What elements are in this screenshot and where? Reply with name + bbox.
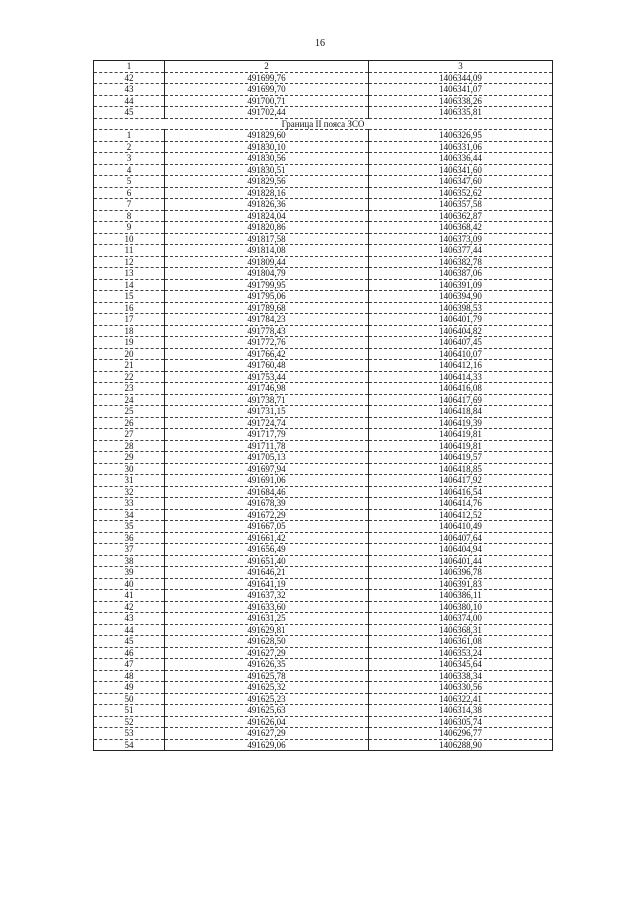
- table-row: [94, 314, 553, 326]
- point-number: 44: [94, 95, 165, 107]
- table-row: [94, 647, 553, 659]
- table-row: [94, 624, 553, 636]
- coordinate-y: 1406401,44: [369, 555, 553, 567]
- coordinate-y: 1406353,24: [369, 647, 553, 659]
- point-number: 22: [94, 371, 165, 383]
- coordinate-y: 1406387,06: [369, 268, 553, 280]
- table-row: [94, 210, 553, 222]
- table-row: [94, 555, 553, 567]
- coordinate-x: 491705,13: [165, 452, 369, 464]
- table-row: [94, 590, 553, 602]
- point-number: 16: [94, 302, 165, 314]
- coordinate-y: 1406419,57: [369, 452, 553, 464]
- point-number: 15: [94, 291, 165, 303]
- point-number: 45: [94, 107, 165, 119]
- coordinate-x: 491824,04: [165, 210, 369, 222]
- coordinate-y: 1406407,64: [369, 532, 553, 544]
- coordinate-y: 1406386,11: [369, 590, 553, 602]
- point-number: 24: [94, 394, 165, 406]
- coordinate-y: 1406296,77: [369, 728, 553, 740]
- point-number: 40: [94, 578, 165, 590]
- coordinate-x: 491641,19: [165, 578, 369, 590]
- coordinate-y: 1406352,62: [369, 187, 553, 199]
- coordinate-y: 1406419,81: [369, 429, 553, 441]
- table-row: [94, 601, 553, 613]
- point-number: 54: [94, 739, 165, 751]
- table-row: [94, 659, 553, 671]
- coordinate-x: 491626,04: [165, 716, 369, 728]
- coordinate-x: 491656,49: [165, 544, 369, 556]
- header-col-1: 1: [94, 61, 165, 73]
- point-number: 44: [94, 624, 165, 636]
- point-number: 38: [94, 555, 165, 567]
- coordinate-y: 1406345,64: [369, 659, 553, 671]
- coordinate-y: 1406401,79: [369, 314, 553, 326]
- table-row: [94, 509, 553, 521]
- table-row: [94, 567, 553, 579]
- coordinate-y: 1406396,78: [369, 567, 553, 579]
- point-number: 37: [94, 544, 165, 556]
- point-number: 43: [94, 84, 165, 96]
- coordinate-x: 491667,05: [165, 521, 369, 533]
- point-number: 41: [94, 590, 165, 602]
- coordinate-y: 1406416,54: [369, 486, 553, 498]
- point-number: 30: [94, 463, 165, 475]
- coordinate-x: 491651,40: [165, 555, 369, 567]
- point-number: 25: [94, 406, 165, 418]
- coordinate-y: 1406412,52: [369, 509, 553, 521]
- point-number: 42: [94, 601, 165, 613]
- coordinate-x: 491826,36: [165, 199, 369, 211]
- coordinate-x: 491789,68: [165, 302, 369, 314]
- point-number: 33: [94, 498, 165, 510]
- coordinate-x: 491828,16: [165, 187, 369, 199]
- coordinate-x: 491691,06: [165, 475, 369, 487]
- coordinate-x: 491684,46: [165, 486, 369, 498]
- coordinate-x: 491625,63: [165, 705, 369, 717]
- coordinate-x: 491625,32: [165, 682, 369, 694]
- table-row: [94, 636, 553, 648]
- point-number: 31: [94, 475, 165, 487]
- coordinate-y: 1406336,44: [369, 153, 553, 165]
- coordinate-y: 1406322,41: [369, 693, 553, 705]
- table-row: [94, 429, 553, 441]
- point-number: 39: [94, 567, 165, 579]
- coordinate-x: 491629,06: [165, 739, 369, 751]
- table-row: [94, 84, 553, 96]
- coordinate-y: 1406382,78: [369, 256, 553, 268]
- coordinate-x: 491702,44: [165, 107, 369, 119]
- table-row: [94, 440, 553, 452]
- table-row: [94, 130, 553, 142]
- coordinate-y: 1406330,56: [369, 682, 553, 694]
- coordinate-y: 1406331,06: [369, 141, 553, 153]
- coordinate-x: 491760,48: [165, 360, 369, 372]
- coordinate-x: 491820,86: [165, 222, 369, 234]
- table-row: [94, 578, 553, 590]
- table-row: [94, 521, 553, 533]
- coordinate-y: 1406418,85: [369, 463, 553, 475]
- table-row: [94, 302, 553, 314]
- point-number: 9: [94, 222, 165, 234]
- coordinate-y: 1406394,90: [369, 291, 553, 303]
- point-number: 42: [94, 72, 165, 84]
- point-number: 27: [94, 429, 165, 441]
- point-number: 48: [94, 670, 165, 682]
- table-row: [94, 348, 553, 360]
- point-number: 19: [94, 337, 165, 349]
- coordinate-y: 1406368,31: [369, 624, 553, 636]
- coordinate-x: 491830,10: [165, 141, 369, 153]
- section-row: [94, 118, 553, 130]
- coordinate-x: 491625,78: [165, 670, 369, 682]
- coordinate-x: 491699,76: [165, 72, 369, 84]
- coordinate-y: 1406374,00: [369, 613, 553, 625]
- coordinate-x: 491697,94: [165, 463, 369, 475]
- point-number: 7: [94, 199, 165, 211]
- coordinate-y: 1406338,26: [369, 95, 553, 107]
- table-row: [94, 371, 553, 383]
- point-number: 5: [94, 176, 165, 188]
- coordinate-y: 1406341,60: [369, 164, 553, 176]
- table-row: [94, 383, 553, 395]
- table-row: [94, 268, 553, 280]
- coordinate-x: 491753,44: [165, 371, 369, 383]
- coordinate-y: 1406412,16: [369, 360, 553, 372]
- table-row: [94, 233, 553, 245]
- table-row: [94, 670, 553, 682]
- point-number: 49: [94, 682, 165, 694]
- point-number: 51: [94, 705, 165, 717]
- point-number: 26: [94, 417, 165, 429]
- coordinate-x: 491633,60: [165, 601, 369, 613]
- coordinate-y: 1406407,45: [369, 337, 553, 349]
- table-row: [94, 256, 553, 268]
- point-number: 4: [94, 164, 165, 176]
- coordinate-x: 491627,29: [165, 647, 369, 659]
- table-row: [94, 452, 553, 464]
- coordinate-x: 491627,29: [165, 728, 369, 740]
- coordinate-y: 1406305,74: [369, 716, 553, 728]
- coordinate-y: 1406357,58: [369, 199, 553, 211]
- coordinate-x: 491817,58: [165, 233, 369, 245]
- coordinate-y: 1406335,81: [369, 107, 553, 119]
- coordinate-y: 1406410,07: [369, 348, 553, 360]
- coordinate-y: 1406414,33: [369, 371, 553, 383]
- point-number: 12: [94, 256, 165, 268]
- point-number: 17: [94, 314, 165, 326]
- coordinate-y: 1406380,10: [369, 601, 553, 613]
- point-number: 36: [94, 532, 165, 544]
- coordinate-y: 1406341,07: [369, 84, 553, 96]
- coordinates-table: [93, 60, 553, 751]
- point-number: 6: [94, 187, 165, 199]
- point-number: 34: [94, 509, 165, 521]
- coordinate-x: 491717,79: [165, 429, 369, 441]
- point-number: 23: [94, 383, 165, 395]
- table-row: [94, 705, 553, 717]
- table-row: [94, 739, 553, 751]
- coordinate-x: 491772,76: [165, 337, 369, 349]
- coordinate-y: 1406326,95: [369, 130, 553, 142]
- coordinate-x: 491626,35: [165, 659, 369, 671]
- coordinate-y: 1406410,49: [369, 521, 553, 533]
- coordinate-x: 491746,98: [165, 383, 369, 395]
- point-number: 52: [94, 716, 165, 728]
- table-row: [94, 245, 553, 257]
- table-header-row: [94, 61, 553, 73]
- coordinate-x: 491784,23: [165, 314, 369, 326]
- coordinate-y: 1406338,34: [369, 670, 553, 682]
- coordinate-x: 491629,81: [165, 624, 369, 636]
- coordinate-x: 491631,25: [165, 613, 369, 625]
- coordinate-y: 1406344,09: [369, 72, 553, 84]
- table-row: [94, 406, 553, 418]
- coordinate-x: 491778,43: [165, 325, 369, 337]
- table-row: [94, 153, 553, 165]
- point-number: 46: [94, 647, 165, 659]
- point-number: 18: [94, 325, 165, 337]
- section-title: Граница II пояса ЗСО: [94, 118, 553, 130]
- point-number: 32: [94, 486, 165, 498]
- table-row: [94, 716, 553, 728]
- coordinate-x: 491830,56: [165, 153, 369, 165]
- table-row: [94, 728, 553, 740]
- point-number: 47: [94, 659, 165, 671]
- table-row: [94, 475, 553, 487]
- coordinate-x: 491700,71: [165, 95, 369, 107]
- table-row: [94, 187, 553, 199]
- coordinate-x: 491804,79: [165, 268, 369, 280]
- point-number: 35: [94, 521, 165, 533]
- coordinate-x: 491829,60: [165, 130, 369, 142]
- coordinate-y: 1406314,38: [369, 705, 553, 717]
- point-number: 10: [94, 233, 165, 245]
- table-row: [94, 291, 553, 303]
- point-number: 53: [94, 728, 165, 740]
- coordinate-x: 491766,42: [165, 348, 369, 360]
- table-row: [94, 176, 553, 188]
- coordinate-y: 1406404,94: [369, 544, 553, 556]
- table-row: [94, 107, 553, 119]
- header-col-2: 2: [165, 61, 369, 73]
- table-row: [94, 199, 553, 211]
- coordinate-y: 1406288,90: [369, 739, 553, 751]
- table-row: [94, 72, 553, 84]
- point-number: 29: [94, 452, 165, 464]
- table-row: [94, 325, 553, 337]
- table-row: [94, 164, 553, 176]
- table-row: [94, 360, 553, 372]
- table-row: [94, 498, 553, 510]
- table-row: [94, 222, 553, 234]
- table-row: [94, 141, 553, 153]
- coordinate-x: 491799,95: [165, 279, 369, 291]
- page-number: 16: [315, 38, 325, 49]
- coordinate-x: 491661,42: [165, 532, 369, 544]
- coordinate-x: 491795,06: [165, 291, 369, 303]
- coordinate-y: 1406416,08: [369, 383, 553, 395]
- coordinate-x: 491738,71: [165, 394, 369, 406]
- coordinate-y: 1406414,76: [369, 498, 553, 510]
- coordinate-y: 1406368,42: [369, 222, 553, 234]
- table-row: [94, 95, 553, 107]
- coordinate-y: 1406417,92: [369, 475, 553, 487]
- coordinate-x: 491637,32: [165, 590, 369, 602]
- coordinate-y: 1406398,53: [369, 302, 553, 314]
- coordinate-x: 491678,39: [165, 498, 369, 510]
- point-number: 11: [94, 245, 165, 257]
- table-row: [94, 417, 553, 429]
- point-number: 3: [94, 153, 165, 165]
- table-row: [94, 532, 553, 544]
- table-row: [94, 279, 553, 291]
- coordinate-y: 1406377,44: [369, 245, 553, 257]
- point-number: 21: [94, 360, 165, 372]
- table-row: [94, 544, 553, 556]
- coordinate-y: 1406391,09: [369, 279, 553, 291]
- coordinate-x: 491646,21: [165, 567, 369, 579]
- coordinate-x: 491625,23: [165, 693, 369, 705]
- point-number: 50: [94, 693, 165, 705]
- table-row: [94, 463, 553, 475]
- coordinate-y: 1406347,60: [369, 176, 553, 188]
- point-number: 28: [94, 440, 165, 452]
- coordinate-x: 491672,29: [165, 509, 369, 521]
- point-number: 43: [94, 613, 165, 625]
- coordinate-y: 1406404,82: [369, 325, 553, 337]
- coordinate-y: 1406362,87: [369, 210, 553, 222]
- coordinate-y: 1406417,69: [369, 394, 553, 406]
- table-row: [94, 394, 553, 406]
- coordinate-y: 1406361,08: [369, 636, 553, 648]
- coordinate-y: 1406391,83: [369, 578, 553, 590]
- coordinate-x: 491724,74: [165, 417, 369, 429]
- coordinate-x: 491628,50: [165, 636, 369, 648]
- table-row: [94, 337, 553, 349]
- point-number: 45: [94, 636, 165, 648]
- table-row: [94, 693, 553, 705]
- coordinate-x: 491809,44: [165, 256, 369, 268]
- coordinate-x: 491829,56: [165, 176, 369, 188]
- coordinate-y: 1406373,09: [369, 233, 553, 245]
- coordinate-y: 1406419,39: [369, 417, 553, 429]
- coordinate-y: 1406419,81: [369, 440, 553, 452]
- coordinate-y: 1406418,84: [369, 406, 553, 418]
- coordinate-x: 491699,70: [165, 84, 369, 96]
- point-number: 20: [94, 348, 165, 360]
- point-number: 13: [94, 268, 165, 280]
- coordinates-table-body: [94, 61, 553, 751]
- coordinate-x: 491711,78: [165, 440, 369, 452]
- point-number: 2: [94, 141, 165, 153]
- coordinate-x: 491731,15: [165, 406, 369, 418]
- coordinate-x: 491830,51: [165, 164, 369, 176]
- coordinate-x: 491814,08: [165, 245, 369, 257]
- point-number: 14: [94, 279, 165, 291]
- table-row: [94, 613, 553, 625]
- point-number: 8: [94, 210, 165, 222]
- header-col-3: 3: [369, 61, 553, 73]
- table-row: [94, 682, 553, 694]
- table-row: [94, 486, 553, 498]
- point-number: 1: [94, 130, 165, 142]
